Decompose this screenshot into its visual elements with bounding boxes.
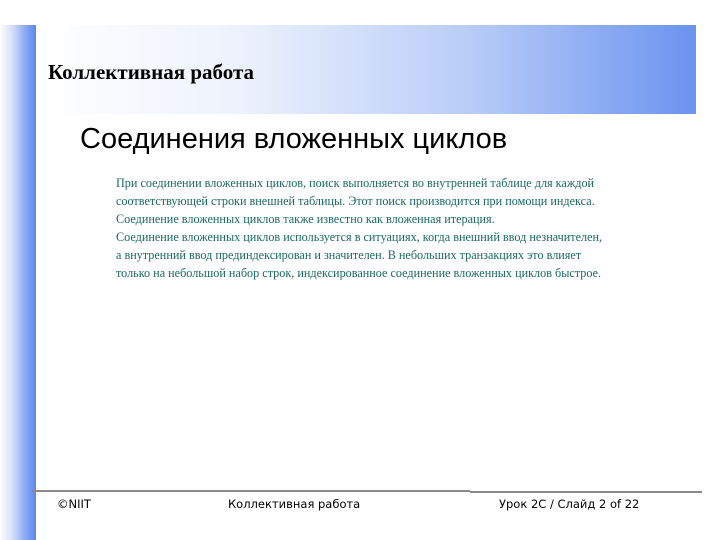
body-line: Соединение вложенных циклов также известно как вложенная итерация. <box>116 212 495 226</box>
body-line: Соединение вложенных циклов используется в ситуациях, когда внешний ввод незначителен, <box>116 230 603 244</box>
footer-divider <box>32 490 702 493</box>
body-line: только на небольшой набор строк, индексированное соединение вложенных циклов быстрое. <box>116 266 602 280</box>
footer-slide-number: Урок 2C / Слайд 2 of 22 <box>499 497 640 511</box>
footer-divider-left <box>32 490 470 492</box>
body-line: При соединении вложенных циклов, поиск выполняется во внутренней таблице для каждой <box>116 176 595 190</box>
body-line: а внутренний ввод прединдексирован и значителен. В небольших транзакциях это влияет <box>116 248 582 262</box>
slide-body <box>116 174 691 282</box>
footer-divider-right <box>470 491 702 493</box>
footer-course-title: Коллективная работа <box>228 497 361 511</box>
body-line: соответствующей строки внешней таблицы. Этот поиск производится при помощи индекса. <box>116 194 595 208</box>
footer-copyright: ©NIIT <box>57 497 91 511</box>
left-decorative-bar <box>0 25 36 540</box>
header-title: Коллективная работа <box>48 60 255 84</box>
slide-title: Соединения вложенных циклов <box>80 123 508 155</box>
